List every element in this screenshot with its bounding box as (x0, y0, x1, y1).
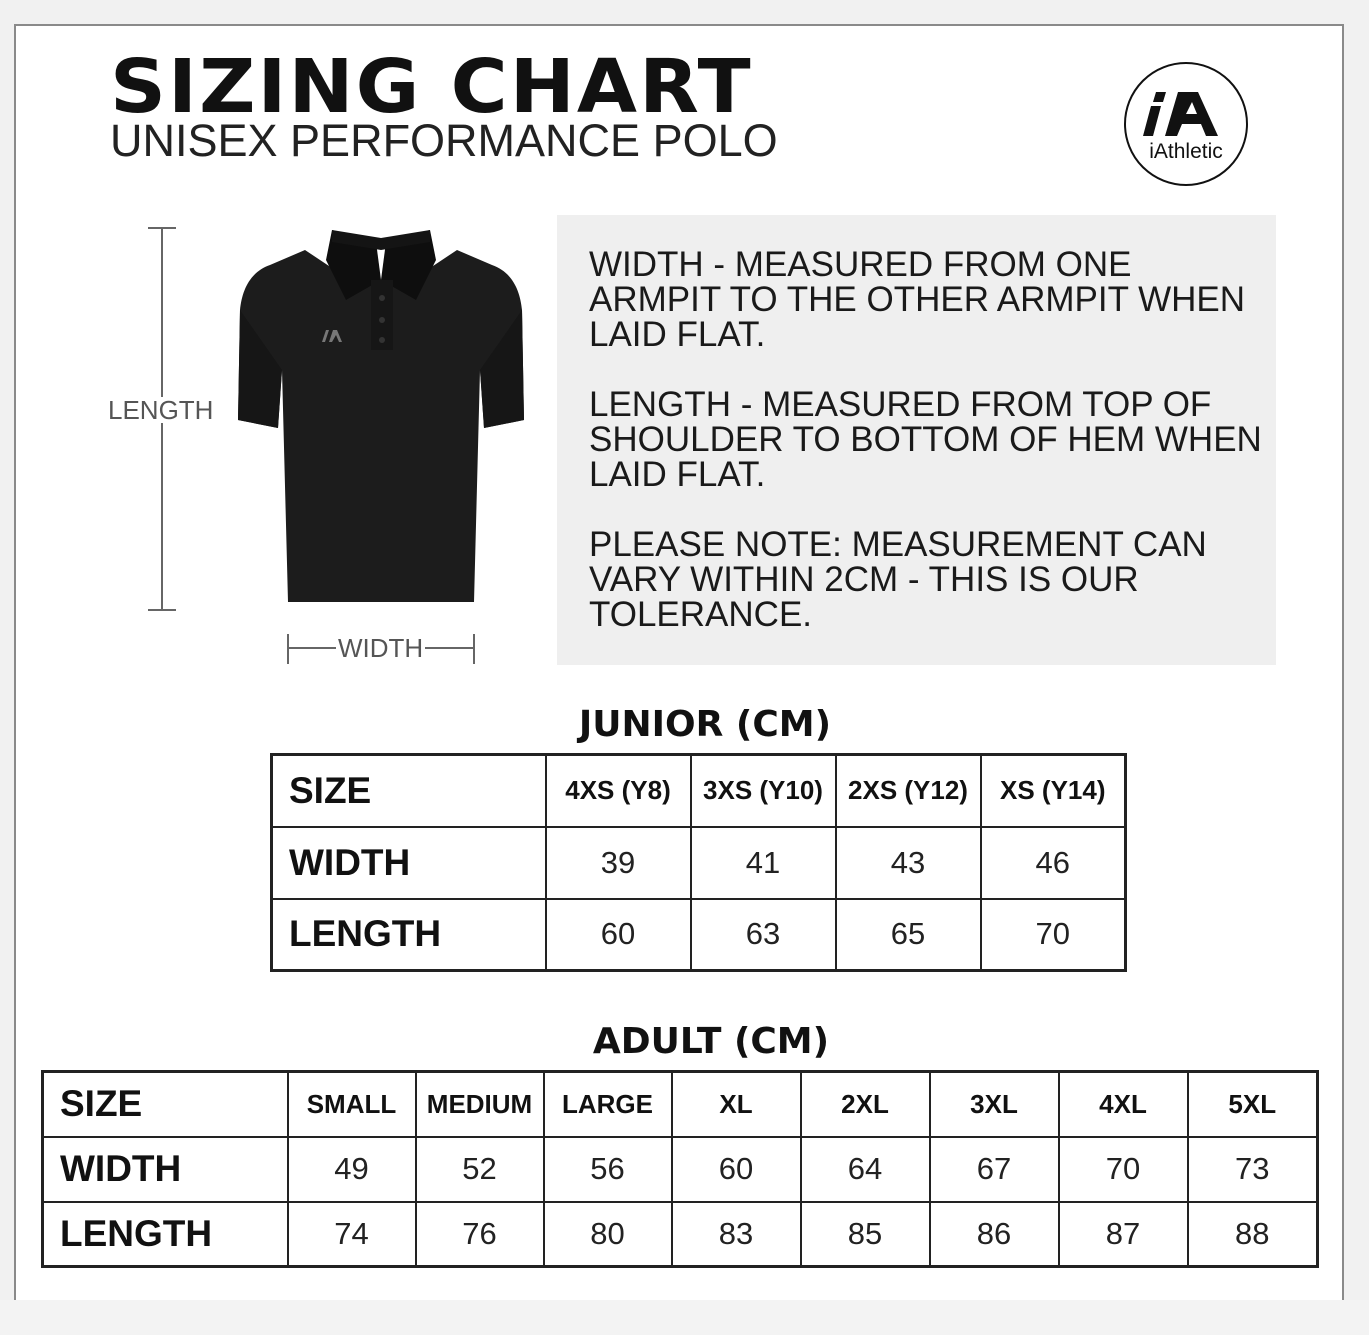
size-header: 4XL (1059, 1072, 1188, 1137)
width-cell: 46 (981, 827, 1126, 899)
size-header: 3XS (Y10) (691, 755, 836, 827)
polo-shirt-icon (100, 220, 540, 680)
length-cell: 76 (416, 1202, 544, 1267)
size-header: 2XL (801, 1072, 930, 1137)
width-cell: 41 (691, 827, 836, 899)
page-title: SIZING CHART (110, 44, 753, 130)
logo-text: iAthletic (1149, 140, 1223, 163)
width-description: WIDTH - MEASURED FROM ONE ARMPIT TO THE OTHER ARMPIT WHEN LAID FLAT. (589, 245, 1246, 354)
tolerance-note: PLEASE NOTE: MEASUREMENT CAN VARY WITHIN 2CM - THIS IS OUR TOLERANCE. (589, 525, 1207, 634)
width-label: WIDTH (338, 633, 424, 663)
adult-title: ADULT (CM) (592, 1021, 830, 1062)
length-cell: 86 (930, 1202, 1059, 1267)
length-cell: 74 (288, 1202, 416, 1267)
table-row (43, 1072, 1318, 1137)
row-label-length: LENGTH (272, 899, 546, 971)
row-label-length: LENGTH (43, 1202, 288, 1267)
table-row (43, 1202, 1318, 1267)
size-header: 2XS (Y12) (836, 755, 981, 827)
length-label: LENGTH (108, 395, 214, 425)
size-header: XL (672, 1072, 801, 1137)
size-header: MEDIUM (416, 1072, 544, 1137)
table-row (272, 827, 1126, 899)
row-label-width: WIDTH (272, 827, 546, 899)
junior-size-table (270, 753, 1127, 972)
row-label-size: SIZE (43, 1072, 288, 1137)
width-cell: 43 (836, 827, 981, 899)
ia-mark-icon (1126, 64, 1246, 184)
page-subtitle: UNISEX PERFORMANCE POLO (110, 115, 778, 166)
width-cell: 73 (1188, 1137, 1318, 1202)
page-bottom-band (0, 1300, 1369, 1335)
length-cell: 80 (544, 1202, 672, 1267)
adult-size-table (41, 1070, 1319, 1268)
iathletic-logo-icon (1124, 62, 1248, 186)
size-header: 4XS (Y8) (546, 755, 691, 827)
width-cell: 56 (544, 1137, 672, 1202)
width-cell: 60 (672, 1137, 801, 1202)
width-cell: 49 (288, 1137, 416, 1202)
row-label-size: SIZE (272, 755, 546, 827)
width-cell: 67 (930, 1137, 1059, 1202)
length-cell: 70 (981, 899, 1126, 971)
measurement-diagram (100, 220, 540, 680)
row-label-width: WIDTH (43, 1137, 288, 1202)
measurement-info-box (557, 215, 1276, 665)
width-cell: 64 (801, 1137, 930, 1202)
length-cell: 60 (546, 899, 691, 971)
table-row (272, 755, 1126, 827)
length-cell: 65 (836, 899, 981, 971)
table-row (272, 899, 1126, 971)
width-cell: 52 (416, 1137, 544, 1202)
size-header: SMALL (288, 1072, 416, 1137)
table-row (43, 1137, 1318, 1202)
width-cell: 39 (546, 827, 691, 899)
length-cell: 83 (672, 1202, 801, 1267)
width-cell: 70 (1059, 1137, 1188, 1202)
length-cell: 85 (801, 1202, 930, 1267)
length-description: LENGTH - MEASURED FROM TOP OF SHOULDER TO BOTTOM OF HEM WHEN LAID FLAT. (589, 385, 1262, 494)
length-cell: 63 (691, 899, 836, 971)
length-cell: 88 (1188, 1202, 1318, 1267)
size-header: XS (Y14) (981, 755, 1126, 827)
size-header: LARGE (544, 1072, 672, 1137)
size-header: 3XL (930, 1072, 1059, 1137)
junior-title: JUNIOR (CM) (578, 704, 832, 745)
length-cell: 87 (1059, 1202, 1188, 1267)
size-header: 5XL (1188, 1072, 1318, 1137)
